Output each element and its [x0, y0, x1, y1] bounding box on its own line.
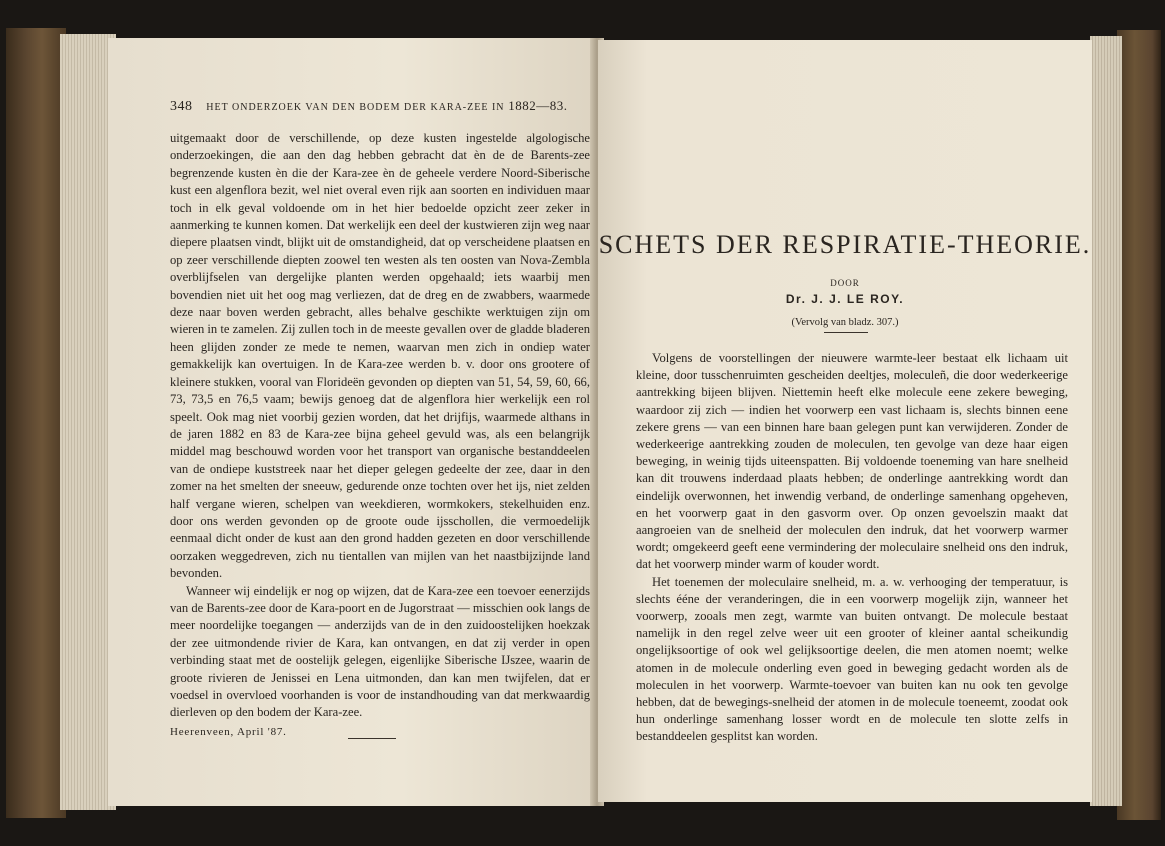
- signoff: Heerenveen, April '87.: [170, 725, 287, 738]
- paragraph: uitgemaakt door de verschillende, op deze kusten ingestelde algologische onderzoekingen, die aan den dag hebben gebracht dat èn de de Barents-zee begrenzende kusten èn die der Kara-zee èn de geheele verdere Noord-Siberische kust een algenflora bezit, wel niet overal even rijk aan soorten en individuen maar toch in elk geval voldoende om in het hier bedoelde opzicht zeer zeker in aanmerking te kunnen komen. Dat werkelijk een deel der kustwieren zijn weg naar diepere plaatsen vindt, blijkt uit de omstandigheid, dat op verscheidene plaatsen en op zeer verschillende diepten zoowel ten westen als ten oosten van Nova-Zembla overblijfselen van dergelijke planten werden opgehaald; iets waarbij men bovendien niet uit het oog mag verliezen, dat de dreg en de zwabbers, waarmede deze naar boven werden gebracht, alles behalve geschikte werktuigen zijn om wieren in te zamelen. Zij zullen toch in de meeste gevallen over de gladde bladeren heen glijden zonder ze mede te nemen, waarvan men zich in ondiep water gemakkelijk kan overtuigen. In de Kara-zee werden b. v. door ons grootere of kleinere stukken, vooral van Florideën gevonden op diepten van 51, 54, 59, 60, 66, 73, 73,5 en 76,5 vaam; bewijs genoeg dat de algenflora hier werkelijk een rol speelt. Ook mag niet voorbij gezien worden, dat het drijfijs, waarmede althans in de jaren 1882 en 83 de Kara-zee bijna geheel gevuld was, als een belangrijk middel mag beschouwd worden voor het transport van organische bestanddeelen van de ondiepe kuststreek naar het dieper gelegen gedeelte der zee, daar in den zomer na het smelten der sneeuw, gedurende onze tochten over het ijs, niet zelden half vergane wieren, schelpen van weekdieren, wormkokers, stekelhuiden enz. door ons werden gevonden op de groote oude ijsschollen, die vermoedelijk eenmaal dicht onder de kust aan den grond hadden gezeten en door verschillende oorzaken weggedreven, zich nu tientallen van mijlen van het naastbijzijnde land bevonden.: [170, 131, 590, 581]
- paragraph: Het toenemen der moleculaire snelheid, m. a. w. verhooging der temperatuur, is slechts ééne der veranderingen, die in een voorwerp mogelijk zijn, wanneer het voorwerp, zooals men zegt, warmte van buiten ontvangt. De molecule bestaat namelijk in den regel zelve weer uit een grooter of kleiner aantal scheikundig ongelijksoortige of ook wel gelijksoortige deelen, die men atomen noemt; welke atomen in de molecule onderling even goed in beweging gedacht worden als de moleculen in het voorwerp. Warmte-toevoer van buiten kan nu ook ten gevolge hebben, dat de bewegings-snelheid der atomen in de molecule toeneemt, zoodat ook hun onderlinge samenhang losser wordt en de molecule ten slotte zelfs in bestanddeelen gesplitst kan worden.: [636, 574, 1068, 744]
- byline-prefix: DOOR: [830, 278, 860, 288]
- page-number: 348: [170, 99, 193, 114]
- article-title: SCHETS DER RESPIRATIE-THEORIE.: [598, 230, 1092, 259]
- running-head: [170, 98, 590, 115]
- title-rule: [824, 332, 868, 333]
- book-cover-left: [6, 28, 66, 818]
- left-body-text: [170, 130, 590, 741]
- book-cover-right: [1117, 30, 1161, 820]
- page-edges-right: [1090, 36, 1122, 806]
- author-name: Dr. J. J. LE ROY.: [785, 292, 905, 306]
- running-title: HET ONDERZOEK VAN DEN BODEM DER KARA-ZEE IN: [206, 102, 505, 113]
- continuation-note: (Vervolg van bladz. 307.): [791, 317, 899, 328]
- end-rule: [348, 738, 396, 739]
- paragraph: Volgens de voorstellingen der nieuwere warmte-leer bestaat elk lichaam uit kleine, door tusschenruimten gescheiden deeltjes, moleculeñ, die door wederkeerige aantrekking bijeen blijven. Niettemin heeft elke molecule eene zekere beweging, waardoor zij zich — indien het voorwerp een vast lichaam is, slechts binnen eene zekere grens — van een binnen hare baan gelegen punt kan verwijderen. Zonder de wederkeerige aantrekking zouden de moleculen, ten gevolge van deze haar eigen beweging, in weinig tijds uiteenspatten. Bij voldoende toeneming van hare snelheid kan dit trouwens inderdaad plaats hebben; de onderlinge aantrekking wordt dan eindelijk overwonnen, het inwendig verband, de onderlinge samenhang opgeheven, en het voorwerp gaat in den gasvorm over. Op onzen gevoelszin maakt dat aangroeien van de snelheid der moleculen den indruk, dat het voorwerp warmer wordt; omgekeerd geeft eene vermindering der moleculaire snelheid ons den indruk, dat het voorwerp minder warm of kouder wordt.: [636, 351, 1068, 572]
- right-page: [598, 40, 1092, 802]
- paragraph: Wanneer wij eindelijk er nog op wijzen, dat de Kara-zee een toevoer eenerzijds van de Barents-zee door de Kara-poort en de Jugorstraat — misschien ook langs de meer noordelijke toegangen — anderzijds van de in den zuidoostelijken hoekzak der zee uitmondende rivier de Kara, kan ontvangen, en dat zij verder in open verbinding staat met de oostelijk gelegen, eigenlijke Siberische IJszee, waarin de groote rivieren de Jenissei en Lena uitmonden, dan kan men twijfelen, dat er voedsel in overvloed voorhanden is voor de instandhouding van dat merkwaardig dierleven op den bodem der Kara-zee.: [170, 583, 591, 720]
- left-page: [108, 38, 596, 806]
- running-years: 1882—83.: [508, 98, 568, 113]
- right-body-text: [636, 350, 1068, 746]
